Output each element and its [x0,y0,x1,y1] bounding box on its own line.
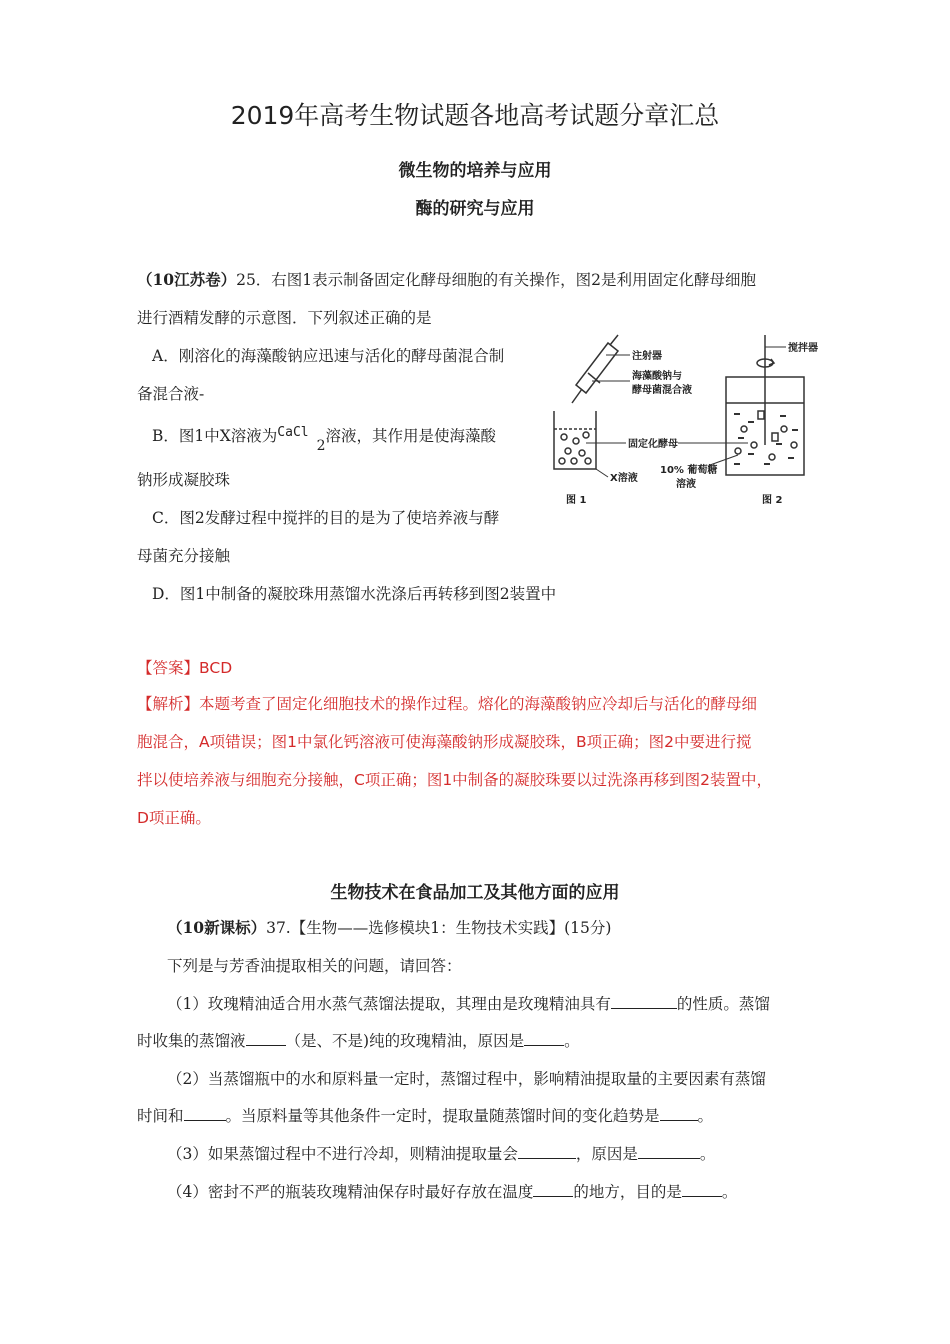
label-mixture-1: 海藻酸钠与 [632,371,682,382]
answer-blank[interactable] [638,1142,700,1159]
q37-part4-text-c: 。 [721,1183,738,1201]
answer-tag: 【答案】 [137,659,200,677]
q25-option-b-post: 溶液，其作用是使海藻酸 [325,427,497,445]
answer-blank[interactable] [524,1029,564,1046]
q25-option-b-line2: 钠形成凝胶珠 [137,471,231,489]
analysis-line4: D项正确。 [137,809,211,827]
caption-figure-2: 图 2 [762,495,783,506]
q37-part2-line2 [137,1104,713,1128]
q25-option-b-pre: B．图1中X溶液为 [152,427,278,445]
q37-part2-line1: （2）当蒸馏瓶中的水和原料量一定时，蒸馏过程中，影响精油提取量的主要因素有蒸馏 [167,1070,766,1088]
q37-header [167,916,611,940]
analysis-text: 本题考查了固定化细胞技术的操作过程。熔化的海藻酸钠应冷却后与活化的酵母细 [199,695,758,713]
q25-option-c-line2: 母菌充分接触 [137,547,231,565]
q25-option-b-sub: 2 [316,438,326,454]
q37-part1-text-c: 时收集的蒸馏液 [137,1032,246,1050]
label-immobilized-yeast: 固定化酵母 [628,439,678,450]
q37-part2-text-c: 。当原料量等其他条件一定时，提取量随蒸馏时间的变化趋势是 [225,1107,660,1125]
answer-blank[interactable] [611,992,677,1009]
q37-part2-text-b: 时间和 [137,1107,184,1125]
answer-blank[interactable] [184,1104,226,1121]
q25-stem-line2: 进行酒精发酵的示意图．下列叙述正确的是 [137,309,432,327]
q37-part4 [167,1180,737,1204]
q37-part4-text-a: （4）密封不严的瓶装玫瑰精油保存时最好存放在温度 [167,1183,534,1201]
q25-option-d: D．图1中制备的凝胶珠用蒸馏水洗涤后再转移到图2装置中 [152,585,557,603]
q37-source: （10新课标） [167,918,267,937]
analysis-tag: 【解析】 [137,695,200,713]
q37-part1-text-a: （1）玫瑰精油适合用水蒸气蒸馏法提取，其理由是玫瑰精油具有 [167,995,611,1013]
caption-figure-1: 图 1 [566,495,587,506]
q37-part1-text-e: 。 [564,1032,580,1050]
answer-blank[interactable] [518,1142,576,1159]
q25-option-b-chem: CaCl [277,425,309,440]
q37-part4-text-b: 的地方，目的是 [573,1183,682,1201]
q25-option-c-line1: C．图2发酵过程中搅拌的目的是为了使培养液与酵 [152,509,500,527]
q37-part3-text-c: 。 [699,1145,716,1163]
q25-option-a-line2: 备混合液- [137,385,205,403]
apparatus-diagram [548,333,840,513]
answer-blank[interactable] [533,1180,573,1197]
q25-option-a-line1: A．刚溶化的海藻酸钠应迅速与活化的酵母菌混合制 [152,347,505,365]
q37-header-text: 37.【生物——选修模块1：生物技术实践】(15分) [266,919,612,937]
q25-option-b-line1 [152,424,497,454]
q25-stem-text: 25．右图1表示制备固定化酵母细胞的有关操作，图2是利用固定化酵母细胞 [236,271,757,289]
label-syringe: 注射器 [632,351,662,362]
answer-line [137,656,232,680]
section-heading-food: 生物技术在食品加工及其他方面的应用 [330,883,620,903]
q37-intro: 下列是与芳香油提取相关的问题，请回答： [167,957,462,975]
q37-part3-text-b: ，原因是 [575,1145,638,1163]
analysis-line1 [137,692,757,716]
q37-part1-text-d: （是、不是)纯的玫瑰精油，原因是 [285,1032,525,1050]
label-mixture-2: 酵母菌混合液 [632,385,692,396]
document-title: 2019年高考生物试题各地高考试题分章汇总 [230,101,720,130]
section-heading-enzymes: 酶的研究与应用 [415,199,535,219]
answer-blank[interactable] [660,1104,698,1121]
experiment-figure [548,333,840,513]
label-stirrer: 搅拌器 [788,343,818,354]
analysis-line2: 胞混合，A项错误；图1中氯化钙溶液可使海藻酸钠形成凝胶珠，B项正确；图2中要进行搅 [137,733,752,751]
q37-part1-line2 [137,1029,580,1053]
q37-part3 [167,1142,715,1166]
answer-value: BCD [199,659,233,677]
syringe-icon [572,335,618,403]
answer-blank[interactable] [682,1180,722,1197]
analysis-line3: 拌以使培养液与细胞充分接触，C项正确；图1中制备的凝胶珠要以过洗涤再移到图2装置中， [137,771,773,789]
label-x-solution: X溶液 [610,473,638,484]
q37-part1-text-b: 的性质。蒸馏 [676,995,770,1013]
label-glucose-2: 溶液 [676,479,696,490]
q37-part1-line1 [167,992,770,1016]
section-heading-microbes: 微生物的培养与应用 [398,161,552,181]
q25-stem-line1 [137,268,756,292]
q37-part3-text-a: （3）如果蒸馏过程中不进行冷却，则精油提取量会 [167,1145,518,1163]
q37-part2-text-d: 。 [697,1107,714,1125]
beaker-1-icon [554,411,596,469]
q25-source: （10江苏卷） [137,270,237,289]
label-glucose-1: 10% 葡萄糖 [660,465,718,476]
fermenter-icon [726,335,804,475]
answer-blank[interactable] [246,1029,286,1046]
